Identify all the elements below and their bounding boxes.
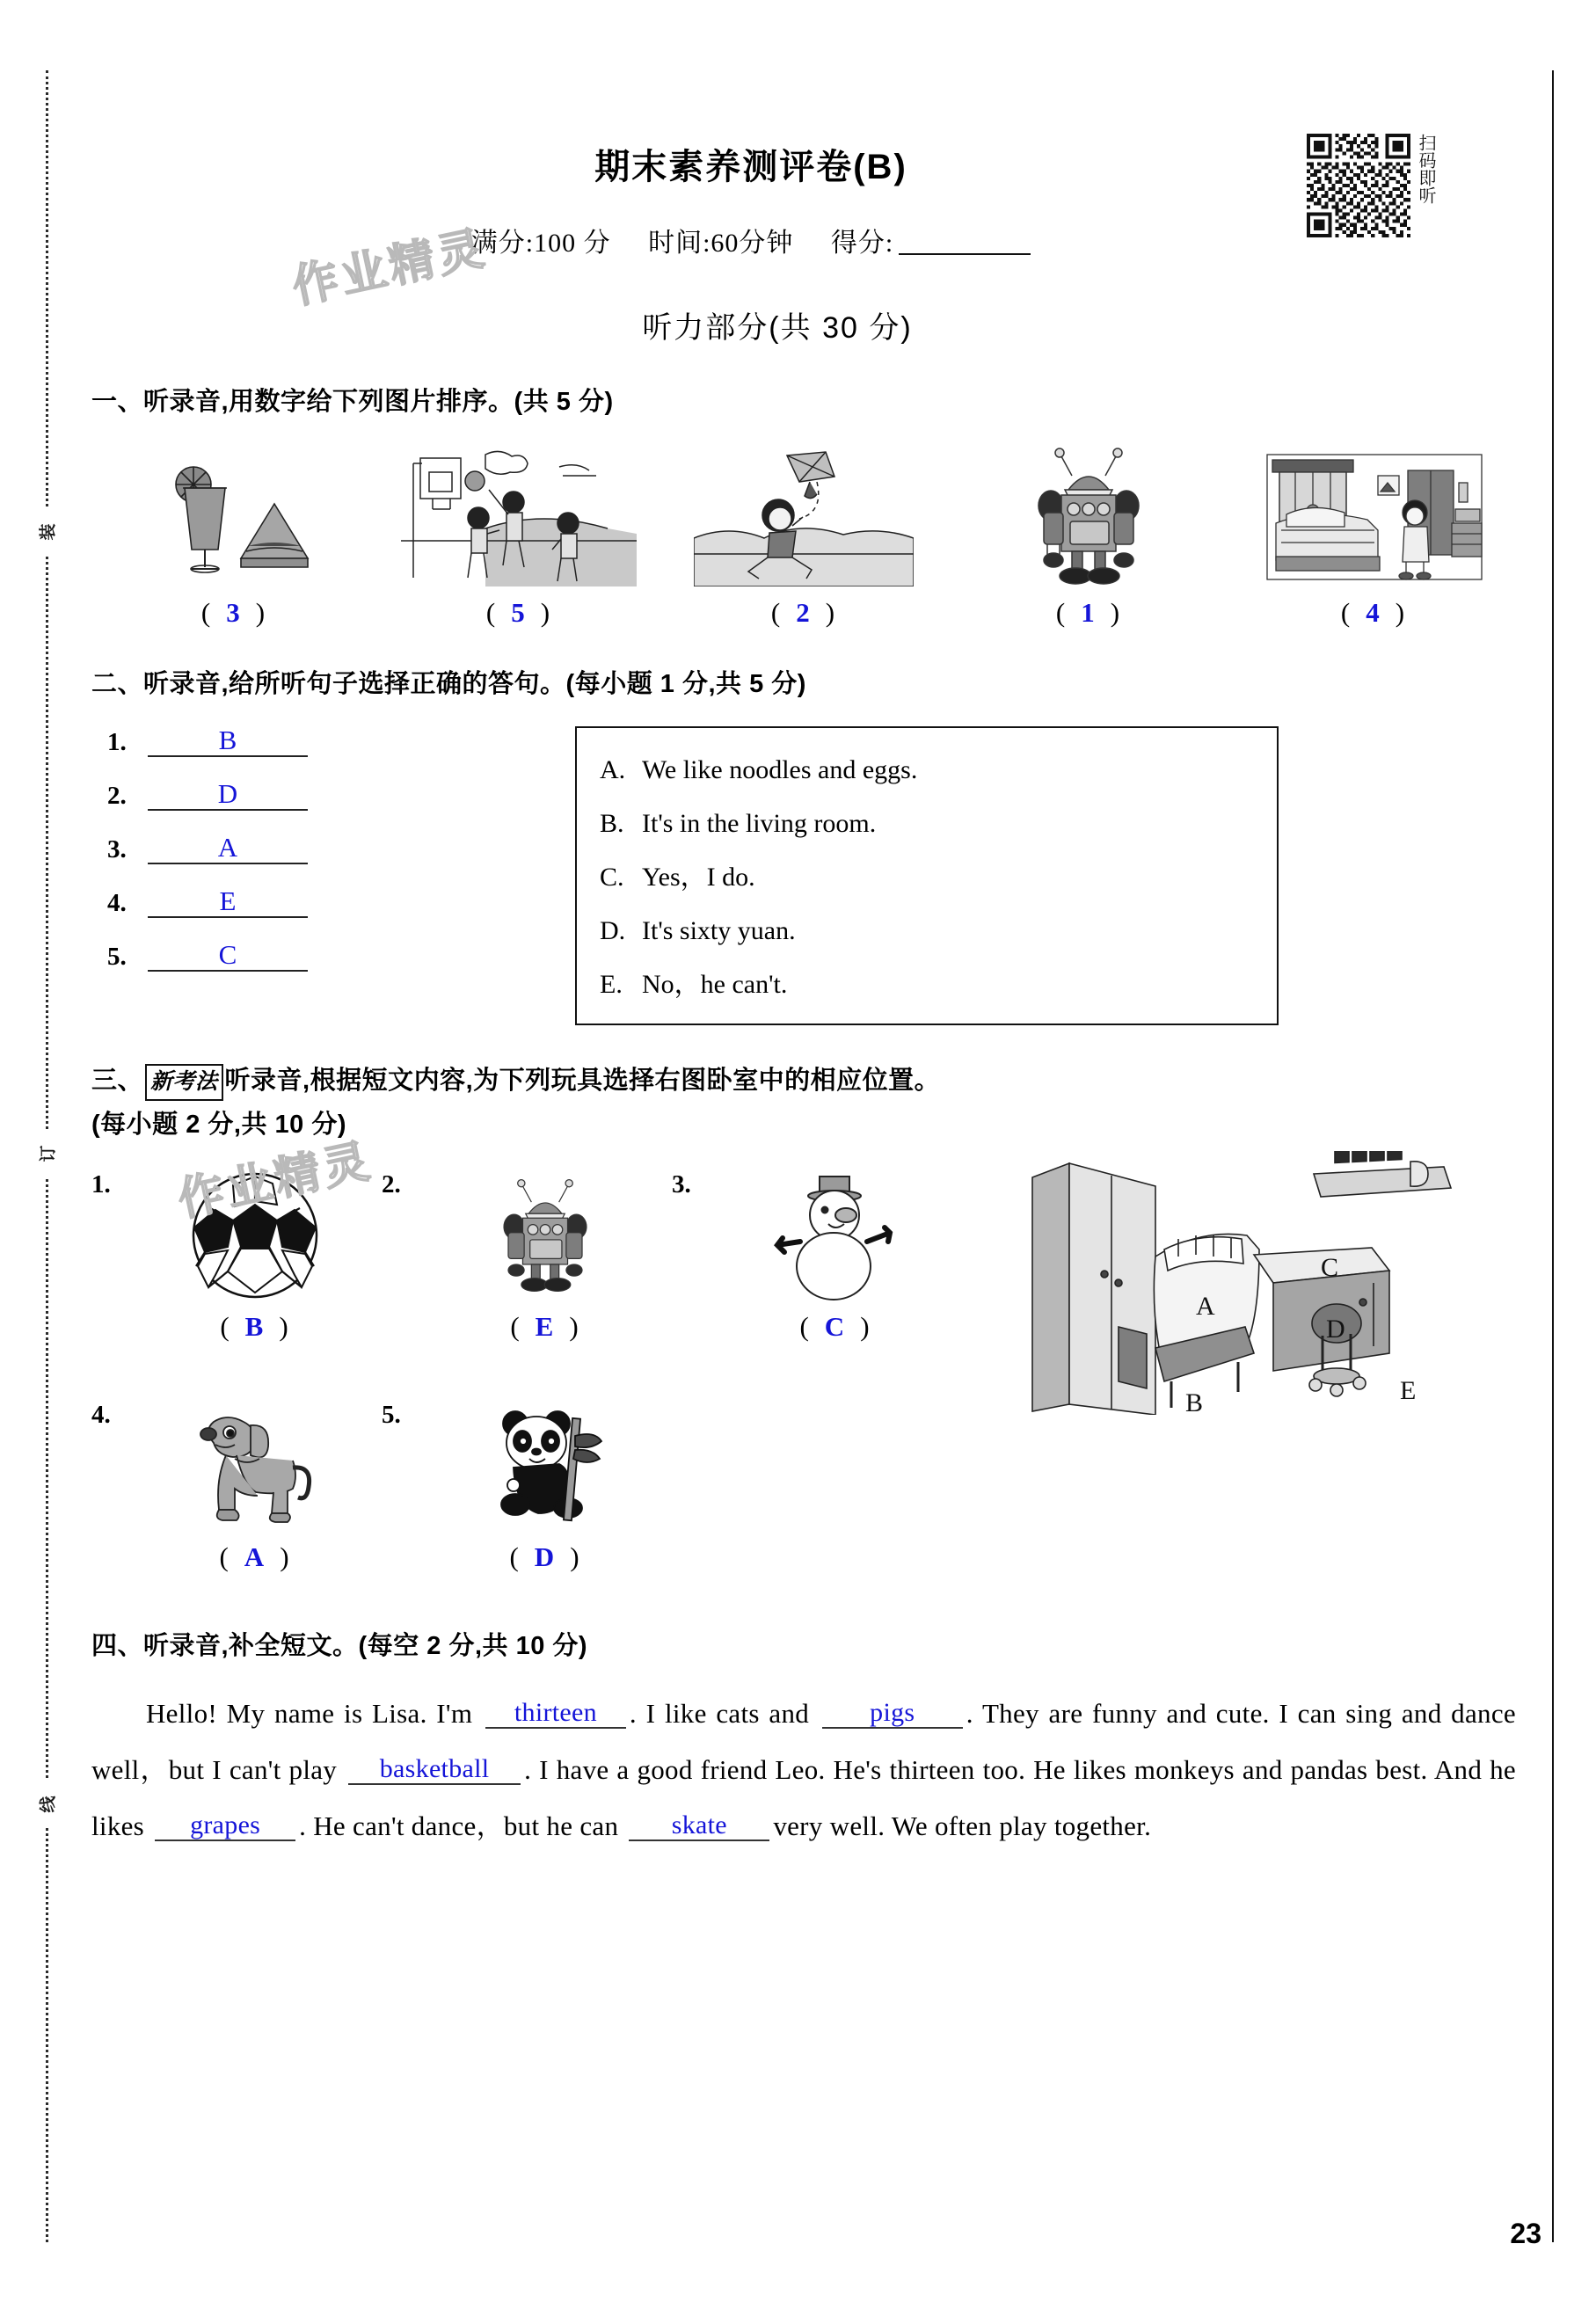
q4-heading: 四、听录音,补全短文。(每空 2 分,共 10 分) [91,1632,588,1661]
q2-option-e-text: No，he can't. [642,969,788,999]
panda-icon [484,1404,607,1527]
q3-item-1 [91,1165,382,1343]
q1-picture-row [91,441,1516,629]
q1-heading: 一、听录音,用数字给下列图片排序。(共 5 分) [91,388,614,416]
q3-item-3 [672,1165,962,1343]
q4-blank-2[interactable]: pigs [822,1698,963,1729]
q2-option-a[interactable] [600,744,1254,798]
qr-caption: 扫码即听 [1416,134,1435,204]
q1-answer-3: ( 2 ) [770,596,837,628]
q2-option-d-text: It's sixty yuan. [642,915,796,945]
snowman-icon [765,1169,906,1301]
q2-number-5: 5. [107,943,127,971]
q2-answer-list [91,726,549,1025]
score-blank[interactable] [899,253,1031,255]
q3-answer-2: ( E ) [510,1311,580,1343]
page-number: 23 [1510,2218,1541,2249]
q4-text-2: . I like cats and [629,1697,810,1729]
q2-option-c-label: C. [600,862,624,892]
q2-body [91,726,1516,1025]
q1-item-2 [376,441,661,629]
q2-number-2: 2. [107,782,127,810]
q2-option-d-label: D. [600,915,626,945]
binding-mark-3: 线 [33,1781,62,1828]
juice-and-sandwich-icon [153,455,316,586]
q3-number-2: 2. [382,1170,401,1199]
q4-blank-5[interactable]: skate [629,1810,769,1841]
q3-number-1: 1. [91,1170,111,1199]
q1-item-4 [946,441,1231,629]
binding-mark-2: 订 [33,1130,62,1177]
right-margin-rule [1552,70,1554,2242]
q4-blank-4[interactable]: grapes [155,1810,295,1841]
bedroom-label-b: B [1185,1388,1204,1416]
page-title: 期末素养测评卷(B) [594,148,907,186]
q2-answer-blank-3[interactable]: A [148,834,308,864]
q3-answer-5: ( D ) [509,1541,581,1573]
q2-option-c[interactable] [600,851,1254,905]
q2-answer-blank-1[interactable]: B [148,726,308,757]
score-label: 得分: [830,229,894,258]
q1-answer-5: ( 4 ) [1340,596,1407,628]
watermark-1: 作业精灵 [288,222,492,314]
q3-number-4: 4. [91,1401,111,1430]
q3-answer-1: ( B ) [220,1311,290,1343]
q2-number-3: 3. [107,835,127,863]
q4-text-5: . He can't dance，but he can [299,1810,619,1841]
q3-answer-3: ( C ) [799,1311,871,1343]
q2-row-1 [107,726,549,757]
q3-bedroom-diagram [1024,1151,1463,1415]
q2-option-a-text: We like noodles and eggs. [642,755,918,784]
full-score-label: 满分:100 分 [470,229,611,258]
q3-number-3: 3. [672,1170,691,1199]
playing-basketball-icon [401,446,637,586]
q4-passage [91,1686,1516,1854]
exam-meta-line [91,189,1516,259]
bedroom-label-d: D [1326,1315,1345,1344]
q4-text-4: . I have a good friend Leo. He's thirteen too. He likes monkeys and pandas best. And he likes [91,1753,1516,1841]
q3-heading [91,1062,1516,1144]
q2-option-c-text: Yes，I do. [642,862,755,892]
q3-heading-points: (每小题 2 分,共 10 分) [91,1110,346,1139]
robot-toy-icon [484,1169,607,1301]
q1-item-3 [661,441,946,629]
q2-number-1: 1. [107,728,127,756]
q3-item-4 [91,1395,382,1573]
q3-heading-body: 听录音,根据短文内容,为下列玩具选择右图卧室中的相应位置。 [224,1067,941,1096]
q2-answer-blank-5[interactable]: C [148,941,308,972]
q1-item-5 [1231,441,1516,629]
q2-option-d[interactable] [600,905,1254,958]
q1-answer-1: ( 3 ) [200,596,267,628]
football-icon [189,1169,321,1301]
page-content [91,0,1516,1854]
dog-icon [189,1404,321,1527]
q2-option-a-label: A. [600,755,626,784]
q2-answer-blank-2[interactable]: D [148,780,308,811]
q3-number-5: 5. [382,1401,401,1430]
bedroom-label-c: C [1321,1253,1339,1283]
q4-blank-3[interactable]: basketball [348,1754,521,1785]
q3-heading-prefix: 三、 [91,1067,144,1096]
q2-option-b-label: B. [600,808,624,838]
robot-toy-icon [1014,446,1163,586]
q4-text-6: very well. We often play together. [773,1810,1152,1841]
bedroom-label-e: E [1400,1376,1417,1406]
q4-blank-1[interactable]: thirteen [485,1698,626,1729]
q2-heading: 二、听录音,给所听句子选择正确的答句。(每小题 1 分,共 5 分) [91,669,806,698]
q2-row-5 [107,941,549,972]
new-question-type-badge: 新考法 [145,1064,223,1101]
bedroom-label-a: A [1196,1292,1215,1322]
q4-text-1: Hello! My name is Lisa. I'm [146,1697,473,1729]
flying-kite-icon [694,450,914,586]
q3-answer-4: ( A ) [219,1541,291,1573]
listening-section-title: 听力部分(共 30 分) [642,311,913,345]
bedroom-diagram-icon [1024,1151,1454,1415]
q4-text-3: . They are funny and cute. I can sing and dance well，but I can't play [91,1697,1516,1785]
q2-option-b-text: It's in the living room. [642,808,877,838]
q1-answer-4: ( 1 ) [1055,596,1122,628]
q2-row-4 [107,887,549,918]
q2-row-3 [107,834,549,864]
q2-answer-blank-4[interactable]: E [148,887,308,918]
q1-answer-2: ( 5 ) [485,596,552,628]
q3-item-5 [382,1395,672,1573]
q2-row-2 [107,780,549,811]
q2-options-box [575,726,1279,1025]
q3-item-2 [382,1165,672,1343]
binding-mark-1: 装 [33,508,62,556]
q1-item-1 [91,441,376,629]
q3-body [91,1158,1516,1580]
time-limit-label: 时间:60分钟 [648,229,794,258]
q2-option-e-label: E. [600,969,623,999]
q2-option-e[interactable] [600,958,1254,1012]
bedroom-scene-icon [1264,446,1483,586]
q2-option-b[interactable] [600,798,1254,851]
q2-number-4: 4. [107,889,127,917]
